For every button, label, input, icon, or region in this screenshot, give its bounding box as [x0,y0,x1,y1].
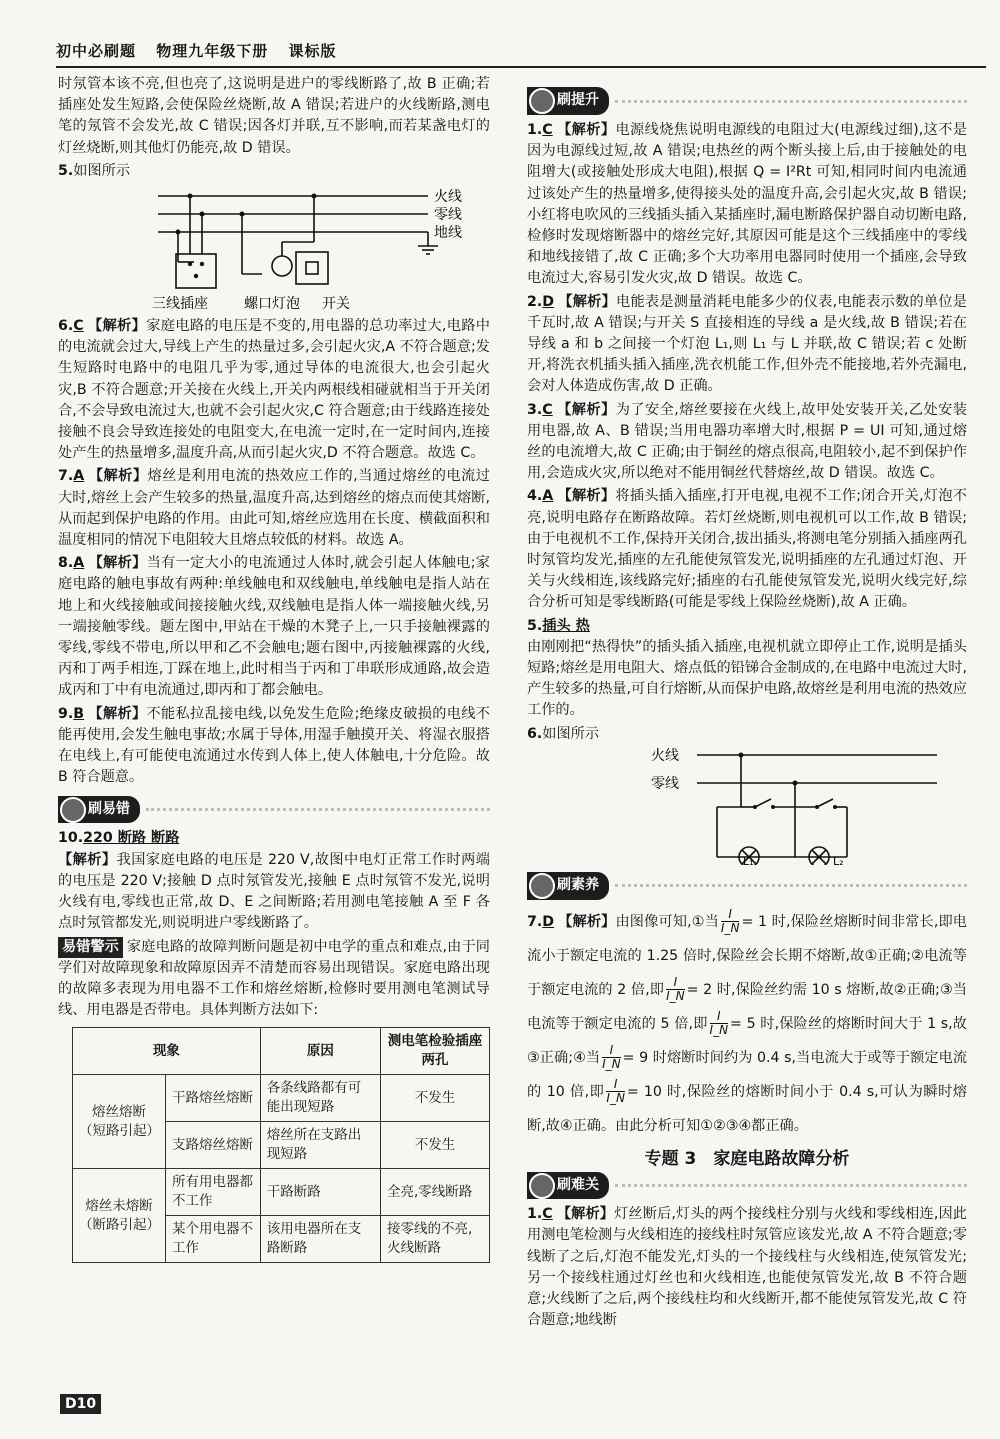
wiring-diagram-6 [637,745,957,865]
dotted-divider [146,808,490,811]
section-banner-difficult [527,1172,967,1198]
section-banner-mistakes [58,796,490,822]
fault-table [72,1027,490,1263]
banner-label: 刷难关 [527,1172,609,1199]
section-banner-improve [527,88,967,114]
table-header-test: 测电笔检验插座两孔 [381,1028,490,1075]
question-10-analysis: 【解析】我国家庭电路的电压是 220 V,故图中电灯正常工作时两端的电压是 220 V;接触 D 点时氖管发光,接触 E 点时氖管不发光,说明火线有电,零线也正常,故 D、E 之间断路;若用测电笔接触 A 至 F 各点时氖管都发光,则说明进户零线断路了。 [58,851,490,932]
left-column [58,74,490,1263]
continued-answer: 时氖管本该不亮,但也亮了,这说明是进户的零线断路了,故 B 正确;若插座处发生短路,会使保险丝烧断,故 A 错误;若进户的火线断路,测电笔的氖管不会发光,故 C 错误;因各灯并联,互不影响,而若某盏电灯的灯丝烧断,则其他灯仍能亮,故 D 错误。 [58,76,490,156]
page-header [56,40,986,68]
dotted-divider [615,100,967,103]
table-row: 熔丝未熔断（断路引起） 所有用电器都不工作 干路断路 全亮,零线断路 [73,1169,490,1216]
table-row: 支路熔丝熔断 熔丝所在支路出现短路 不发生 [73,1122,490,1169]
question-r7: 7.D 【解析】由图像可知,①当 $\frac{I}{I\_N}$ = 1 时,保险丝熔断时间非常长,即电流小于额定电流的 1.25 倍时,保险丝会长期不熔断,故①正确;②电流等于额定电流的 2 倍,即 $\frac{I}{I\_N}$ = 2 时,保险丝约需 10 s 熔断,故②正确;③当电流等于额定电流的 5 倍,即 $\frac{I}{I\_N}$ = 5 时,保险丝的熔断时间大于 1 s,故③正确;④当 $\frac{I}{I\_N}$ = 9 时熔断时间约为 0.4 s,当电流大于或等于额定电流的 10 倍,即 $\frac{I}{I\_N}$ = 10 时,保险丝的熔断时间小于 0.4 s,可认为瞬时熔断,故④正确。由此分析可知①②③④都正确。 [527,907,968,1134]
warning-badge: 易错警示 [58,937,123,958]
question-5: 5.如图所示 [58,162,131,179]
edition-label: 课标版 [288,42,337,60]
live-wire-label: 火线 [434,189,462,206]
question-r8: 1.C 【解析】灯丝断后,灯头的两个接线柱分别与火线和零线相连,因此用测电笔检测与火线相连的接线柱时氖管应该发光,故 A 不符合题意;零线断了之后,灯泡不能发光,灯头的一个接线柱与火线相连,使氖管发光;另一个接线柱通过灯丝也和火线相连,也能使氖管发光,故 B 不符合题意;火线断了之后,两个接线柱均和火线断开,都不能使氖管发光,故 C 符合题意;地线断 [527,1206,967,1329]
book-title: 初中必刷题 [56,42,137,60]
question-10: 10.220 断路 断路 [58,830,180,847]
bulb-label: 螺口灯泡 [244,296,300,313]
question-r1: 1.C 【解析】电源线烧焦说明电源线的电阻过大(电源线过细),这不是因为电源线过短,故 A 错误;电热丝的两个断头接上后,由于接触处的电阻增大(或接触处形成大电阻),根据 Q = I²Rt 可知,相同时间内电流通过该处产生的热量增多,使得接头处的温度升高,会引起火灾,故 B 错误;小红将电吹风的三线插头插入某插座时,漏电断路保护器自动切断电路,检修时发现熔断器中的熔丝完好,其原因可能是这个三线插座中的零线和地线接错了,故 C 正确;多个大功率用电器同时使用一个插座,会导致电流过大,容易引发火灾,故 D 错误。故选 C。 [527,122,967,287]
fraction: $\frac{I}{I\_N}$ [602,1043,621,1072]
lamp-l1-label: L₁ [743,854,754,865]
dotted-divider [615,884,967,887]
question-r3: 3.C 【解析】为了安全,熔丝要接在火线上,故甲处安装开关,乙处安装用电器,故 A、B 错误;当用电器功率增大时,根据 P = UI 可知,通过熔丝的电流增大,故 C 正确;由于铜丝的熔点很高,电阻较小,起不到保护作用,会造成火灾,所以绝对不能用铜丝代替熔丝,故 D 错误。故选 C。 [527,401,967,482]
live-wire-label: 火线 [651,747,679,764]
switch-label: 开关 [322,296,350,313]
question-r6: 6.如图所示 [527,725,600,742]
dotted-divider [615,1184,967,1187]
banner-label: 刷素养 [527,872,609,899]
question-9: 9.B 【解析】不能私拉乱接电线,以免发生危险;绝缘皮破损的电线不能再使用,会发生触电事故;水属于导体,用湿手触摸开关、将湿衣服搭在电线上,有可能使电流通过水传到人体上,使人体触电,十分危险。故 B 符合题意。 [58,705,490,786]
banner-label: 刷提升 [527,87,609,114]
neutral-wire-label: 零线 [434,207,462,224]
question-r5: 5.插头 热 [527,617,590,634]
topic-title: 专题 3 家庭电路故障分析 [644,1148,850,1169]
fraction: $\frac{I}{I\_N}$ [606,1077,625,1106]
lamp-l2-label: L₂ [833,854,844,865]
table-header-cause: 原因 [260,1028,380,1075]
wiring-diagram-5 [138,184,498,314]
question-r2: 2.D 【解析】电能表是测量消耗电能多少的仪表,电能表示数的单位是千瓦时,故 A 错误;与开关 S 直接相连的导线 a 是火线,故 B 错误;若在导线 a 和 b 之间接一个灯泡 L₁,则 L₁ 与 L 并联,故 C 错误;若 c 处断开,将洗衣机插头插入插座,洗衣机能工作,但外壳不能接地,若外壳漏电,会对人体造成伤害,故 D 正确。 [527,293,967,395]
table-header-phenomenon: 现象 [73,1028,261,1075]
fraction: $\frac{I}{I\_N}$ [709,1009,729,1038]
question-r4: 4.A 【解析】将插头插入插座,打开电视,电视不工作;闭合开关,灯泡不亮,说明电路存在断路故障。若灯丝烧断,则电视机可以工作,故 B 错误;由于电视机不工作,保持开关闭合,拔出插头,将测电笔分别插入插座两孔时氖管均发光,插座的左孔能使氖管发光,说明插座的左孔通过灯泡、开关与火线相连,该线路完好;插座的右孔能使氖管发光,说明火线完好,综合分析可知是零线断路(可能是零线上保险丝烧断),故 A 正确。 [527,488,967,611]
right-column [527,88,967,1331]
neutral-wire-label: 零线 [651,775,679,792]
fraction: $\frac{I}{I\_N}$ [666,975,685,1004]
table-row: 熔丝熔断（短路引起） 干路熔丝熔断 各条线路都有可能出现短路 不发生 [73,1075,490,1122]
table-row: 某个用电器不工作 该用电器所在支路断路 接零线的不亮,火线断路 [73,1216,490,1263]
page-number: D10 [60,1394,101,1414]
group-fuse-intact: 熔丝未熔断（断路引起） [73,1169,166,1263]
subject-title: 物理九年级下册 [156,42,269,60]
socket-label: 三线插座 [152,296,208,313]
banner-label: 刷易错 [58,796,140,823]
fraction: $\frac{I}{I\_N}$ [720,907,740,936]
question-r5-analysis: 由刚刚把“热得快”的插头插入插座,电视机就立即停止工作,说明是插头短路;熔丝是用电阻大、熔点低的铅锑合金制成的,在电路中电流过大时,产生较多的热量,可自行熔断,从而保护电路,故熔丝是利用电流的热效应工作的。 [527,638,967,719]
section-banner-literacy [527,873,967,899]
mistake-warning: 易错警示 家庭电路的故障判断问题是初中电学的重点和难点,由于同学们对故障现象和故障原因弄不清楚而容易出现错误。家庭电路出现的故障多表现为用电器不工作和熔丝熔断,检修时要用测电笔测试导线、用电器是否带电。具体判断方法如下: [58,938,490,1019]
question-6: 6.C 【解析】家庭电路的电压是不变的,用电器的总功率过大,电路中的电流就会过大,导线上产生的热量过多,会引起火灾,A 不符合题意;发生短路时电路中的电阻几乎为零,通过导体的电流很大,也会引起火灾,B 不符合题意;开关接在火线上,开关内两根线相碰就相当于开关闭合,不会导致电流过大,也就不会引起火灾,C 符合题意;由于线路连接处接触不良会导致连接处的电阻变大,在电流一定时,在一定时间内,连接处产生的热量增多,温度升高,从而引起火灾,D 不符合题意。故选 C。 [58,318,490,462]
ground-wire-label: 地线 [434,225,462,242]
question-8: 8.A 【解析】当有一定大小的电流通过人体时,就会引起人体触电;家庭电路的触电事故有两种:单线触电和双线触电,单线触电是指人站在地上和火线接触或间接接触火线,双线触电是指人体一端接触火线,另一端接触零线。题左图中,甲站在干燥的木凳子上,一只手接触裸露的零线,零线不带电,所以甲和乙不会触电;题右图中,丙接触裸露的火线,丙和丁两手相连,丁踩在地上,此时相当于丙和丁串联形成通路,故会造成丙和丁中有电流通过,即丙和丁都会触电。 [58,555,490,699]
question-7: 7.A 【解析】熔丝是利用电流的热效应工作的,当通过熔丝的电流过大时,熔丝上会产生较多的热量,温度升高,达到熔丝的熔点而使其熔断,从而起到保护电路的作用。由此可知,熔丝应选用在长度、横截面积和温度相同的情况下电阻较大且熔点较低的材料。故选 A。 [58,468,490,549]
group-fuse-blown: 熔丝熔断（短路引起） [73,1075,166,1169]
